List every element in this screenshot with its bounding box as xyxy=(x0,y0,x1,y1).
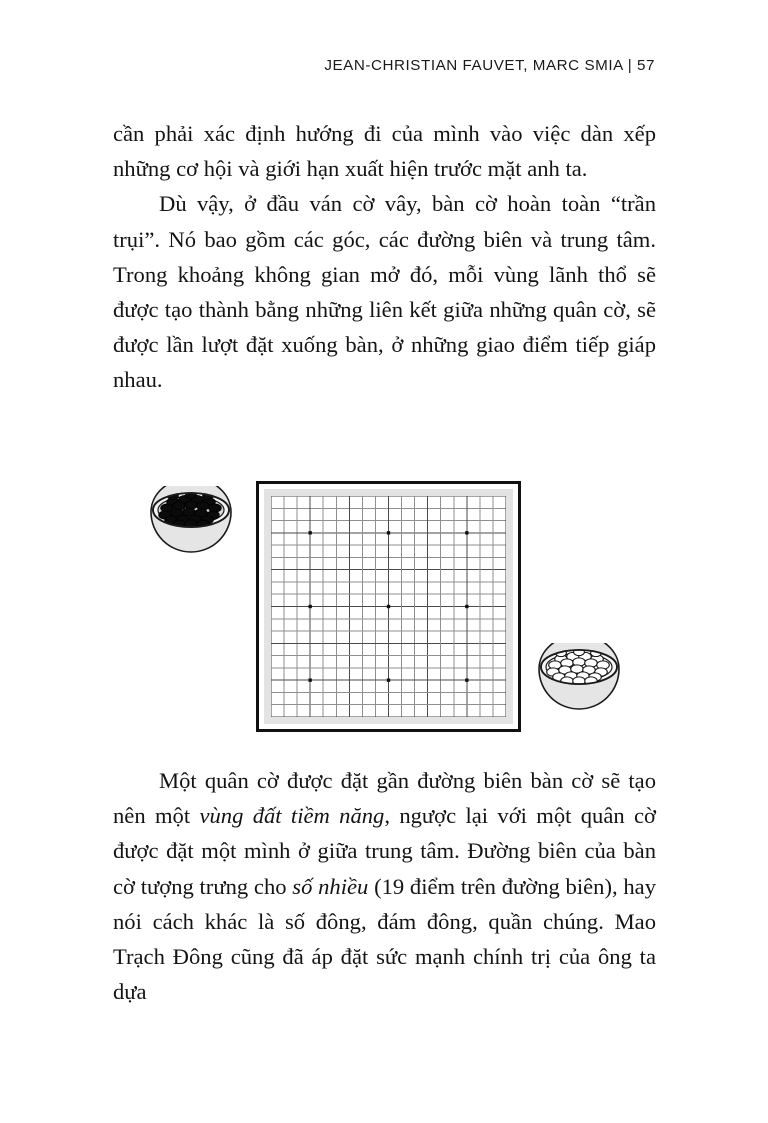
go-grid-svg xyxy=(271,496,506,717)
emphasis-vung-dat-tiem-nang: vùng đất tiềm năng xyxy=(199,803,385,829)
running-head: JEAN-CHRISTIAN FAUVET, MARC SMIA | 57 xyxy=(324,57,655,74)
black-bowl-graphic xyxy=(146,486,236,564)
paragraph-3 xyxy=(113,763,656,1009)
paragraph-2: Dù vậy, ở đầu ván cờ vây, bàn cờ hoàn toàn “trần trụi”. Nó bao gồm các góc, các đường biên và trung tâm. Trong khoảng không gian mở đó, mỗi vùng lãnh thổ sẽ được tạo thành bằng những liên kết giữa những quân cờ, sẽ được lần lượt đặt xuống bàn, ở những giao điểm tiếp giáp nhau. xyxy=(113,191,656,393)
go-board xyxy=(256,481,521,732)
white-bowl-graphic xyxy=(534,643,624,721)
emphasis-so-nhieu: số nhiều xyxy=(292,873,369,899)
paragraph-3-segment-3: (19 điểm trên đường biên), hay nói cách khác là số đông, đám đông, quần chúng. Mao Trạch Đông cũng đã áp đặt sức mạnh chính trị của ông ta dựa xyxy=(113,873,656,1005)
white-stone-bowl xyxy=(534,643,624,721)
paragraph-1: cần phải xác định hướng đi của mình vào việc dàn xếp những cơ hội và giới hạn xuất hiện trước mặt anh ta. xyxy=(113,121,656,182)
paragraph-3-segment-2: , ngược lại với một quân cờ được đặt một mình ở giữa trung tâm. Đường biên của bàn cờ tượng trưng cho xyxy=(113,803,656,899)
paragraph-3-segment-1: Một quân cờ được đặt gần đường biên bàn cờ sẽ tạo nên một xyxy=(113,768,656,829)
body-text-lower xyxy=(113,763,656,1009)
black-stone-bowl xyxy=(146,486,236,564)
go-board-inner xyxy=(264,489,513,724)
go-board-grid xyxy=(271,496,506,717)
body-text-upper xyxy=(113,116,656,398)
